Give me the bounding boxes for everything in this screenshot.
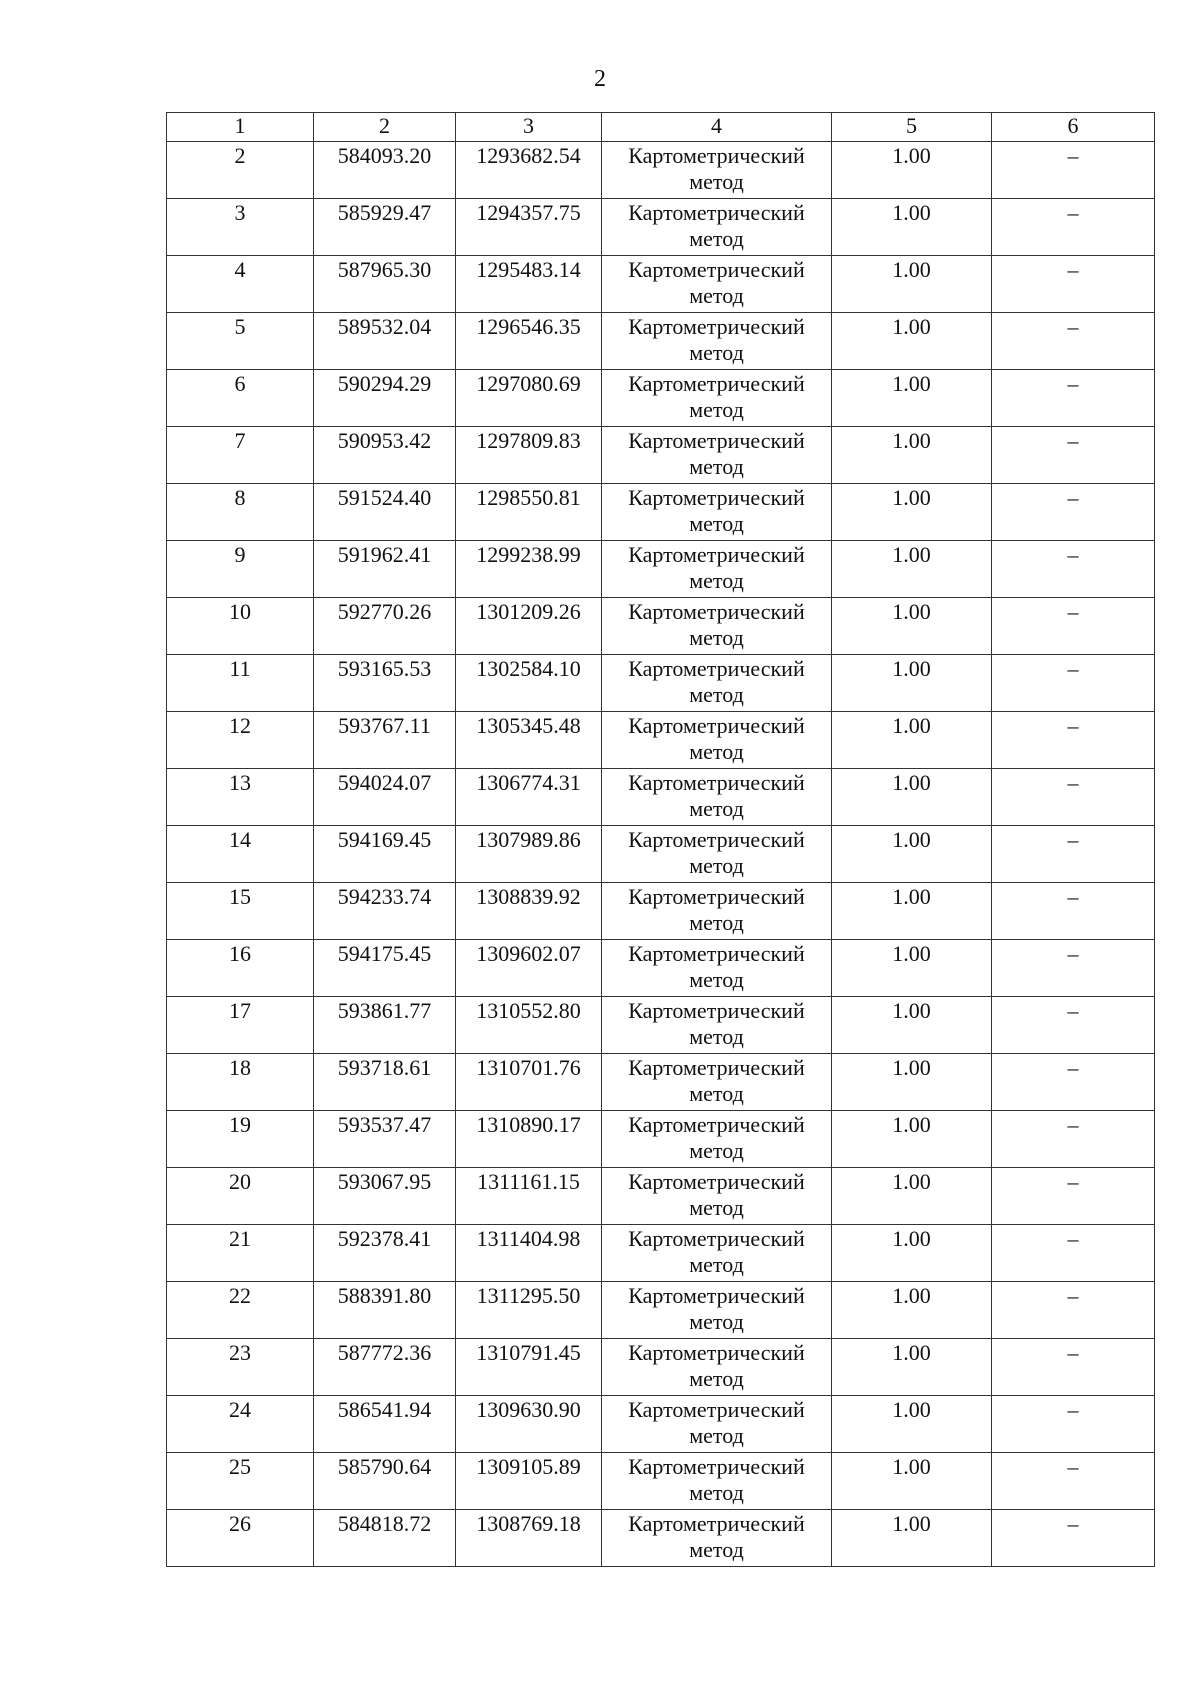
accuracy-cell: 1.00	[832, 370, 992, 427]
point-number-cell: 19	[167, 1111, 314, 1168]
y-coordinate-cell: 1302584.10	[456, 655, 602, 712]
x-coordinate-cell: 587965.30	[314, 256, 456, 313]
x-coordinate-cell: 593718.61	[314, 1054, 456, 1111]
method-cell: Картометрический метод	[602, 1396, 832, 1453]
method-cell: Картометрический метод	[602, 427, 832, 484]
accuracy-cell: 1.00	[832, 1111, 992, 1168]
accuracy-cell: 1.00	[832, 484, 992, 541]
note-cell: –	[992, 1453, 1155, 1510]
x-coordinate-cell: 593767.11	[314, 712, 456, 769]
accuracy-cell: 1.00	[832, 1054, 992, 1111]
table-row	[167, 940, 1155, 997]
x-coordinate-cell: 585790.64	[314, 1453, 456, 1510]
method-cell: Картометрический метод	[602, 940, 832, 997]
table-row	[167, 484, 1155, 541]
point-number-cell: 7	[167, 427, 314, 484]
x-coordinate-cell: 594169.45	[314, 826, 456, 883]
accuracy-cell: 1.00	[832, 199, 992, 256]
note-cell: –	[992, 940, 1155, 997]
y-coordinate-cell: 1297080.69	[456, 370, 602, 427]
method-cell: Картометрический метод	[602, 1168, 832, 1225]
y-coordinate-cell: 1310791.45	[456, 1339, 602, 1396]
table-row	[167, 997, 1155, 1054]
method-cell: Картометрический метод	[602, 826, 832, 883]
point-number-cell: 17	[167, 997, 314, 1054]
table-row	[167, 1282, 1155, 1339]
y-coordinate-cell: 1309105.89	[456, 1453, 602, 1510]
note-cell: –	[992, 1282, 1155, 1339]
table-header	[167, 113, 1155, 142]
accuracy-cell: 1.00	[832, 769, 992, 826]
method-cell: Картометрический метод	[602, 1054, 832, 1111]
point-number-cell: 14	[167, 826, 314, 883]
x-coordinate-cell: 588391.80	[314, 1282, 456, 1339]
note-cell: –	[992, 142, 1155, 199]
note-cell: –	[992, 199, 1155, 256]
note-cell: –	[992, 1168, 1155, 1225]
y-coordinate-cell: 1305345.48	[456, 712, 602, 769]
point-number-cell: 23	[167, 1339, 314, 1396]
accuracy-cell: 1.00	[832, 1225, 992, 1282]
accuracy-cell: 1.00	[832, 256, 992, 313]
table-row	[167, 313, 1155, 370]
table-row	[167, 256, 1155, 313]
point-number-cell: 4	[167, 256, 314, 313]
accuracy-cell: 1.00	[832, 142, 992, 199]
method-cell: Картометрический метод	[602, 712, 832, 769]
header-row	[167, 113, 1155, 142]
method-cell: Картометрический метод	[602, 1510, 832, 1567]
point-number-cell: 11	[167, 655, 314, 712]
note-cell: –	[992, 712, 1155, 769]
point-number-cell: 3	[167, 199, 314, 256]
y-coordinate-cell: 1307989.86	[456, 826, 602, 883]
table-row	[167, 883, 1155, 940]
method-cell: Картометрический метод	[602, 1339, 832, 1396]
x-coordinate-cell: 591962.41	[314, 541, 456, 598]
x-coordinate-cell: 592378.41	[314, 1225, 456, 1282]
note-cell: –	[992, 313, 1155, 370]
method-cell: Картометрический метод	[602, 1225, 832, 1282]
y-coordinate-cell: 1310890.17	[456, 1111, 602, 1168]
point-number-cell: 25	[167, 1453, 314, 1510]
note-cell: –	[992, 997, 1155, 1054]
method-cell: Картометрический метод	[602, 541, 832, 598]
note-cell: –	[992, 370, 1155, 427]
table-row	[167, 1054, 1155, 1111]
accuracy-cell: 1.00	[832, 826, 992, 883]
x-coordinate-cell: 584818.72	[314, 1510, 456, 1567]
y-coordinate-cell: 1311295.50	[456, 1282, 602, 1339]
point-number-cell: 6	[167, 370, 314, 427]
accuracy-cell: 1.00	[832, 997, 992, 1054]
note-cell: –	[992, 883, 1155, 940]
column-header: 5	[832, 113, 992, 142]
x-coordinate-cell: 593861.77	[314, 997, 456, 1054]
table-row	[167, 1453, 1155, 1510]
table-row	[167, 1339, 1155, 1396]
method-cell: Картометрический метод	[602, 883, 832, 940]
point-number-cell: 15	[167, 883, 314, 940]
table-row	[167, 598, 1155, 655]
x-coordinate-cell: 590294.29	[314, 370, 456, 427]
method-cell: Картометрический метод	[602, 256, 832, 313]
point-number-cell: 2	[167, 142, 314, 199]
note-cell: –	[992, 826, 1155, 883]
accuracy-cell: 1.00	[832, 1396, 992, 1453]
note-cell: –	[992, 1510, 1155, 1567]
point-number-cell: 18	[167, 1054, 314, 1111]
y-coordinate-cell: 1297809.83	[456, 427, 602, 484]
y-coordinate-cell: 1299238.99	[456, 541, 602, 598]
table-row	[167, 142, 1155, 199]
x-coordinate-cell: 590953.42	[314, 427, 456, 484]
table-row	[167, 712, 1155, 769]
table-row	[167, 199, 1155, 256]
x-coordinate-cell: 594233.74	[314, 883, 456, 940]
page-number: 2	[594, 66, 606, 92]
point-number-cell: 12	[167, 712, 314, 769]
accuracy-cell: 1.00	[832, 1453, 992, 1510]
y-coordinate-cell: 1294357.75	[456, 199, 602, 256]
y-coordinate-cell: 1308769.18	[456, 1510, 602, 1567]
accuracy-cell: 1.00	[832, 1339, 992, 1396]
method-cell: Картометрический метод	[602, 769, 832, 826]
method-cell: Картометрический метод	[602, 142, 832, 199]
note-cell: –	[992, 769, 1155, 826]
x-coordinate-cell: 587772.36	[314, 1339, 456, 1396]
table-row	[167, 1396, 1155, 1453]
x-coordinate-cell: 593537.47	[314, 1111, 456, 1168]
table-row	[167, 1168, 1155, 1225]
y-coordinate-cell: 1306774.31	[456, 769, 602, 826]
y-coordinate-cell: 1311161.15	[456, 1168, 602, 1225]
accuracy-cell: 1.00	[832, 940, 992, 997]
point-number-cell: 26	[167, 1510, 314, 1567]
y-coordinate-cell: 1309602.07	[456, 940, 602, 997]
accuracy-cell: 1.00	[832, 712, 992, 769]
y-coordinate-cell: 1298550.81	[456, 484, 602, 541]
x-coordinate-cell: 591524.40	[314, 484, 456, 541]
note-cell: –	[992, 1111, 1155, 1168]
table-row	[167, 427, 1155, 484]
note-cell: –	[992, 256, 1155, 313]
y-coordinate-cell: 1309630.90	[456, 1396, 602, 1453]
x-coordinate-cell: 589532.04	[314, 313, 456, 370]
table-body	[167, 142, 1155, 1567]
point-number-cell: 21	[167, 1225, 314, 1282]
x-coordinate-cell: 592770.26	[314, 598, 456, 655]
accuracy-cell: 1.00	[832, 427, 992, 484]
column-header: 3	[456, 113, 602, 142]
method-cell: Картометрический метод	[602, 370, 832, 427]
table-row	[167, 370, 1155, 427]
method-cell: Картометрический метод	[602, 1111, 832, 1168]
coordinates-table	[166, 112, 1155, 1567]
y-coordinate-cell: 1296546.35	[456, 313, 602, 370]
accuracy-cell: 1.00	[832, 541, 992, 598]
y-coordinate-cell: 1310701.76	[456, 1054, 602, 1111]
point-number-cell: 13	[167, 769, 314, 826]
x-coordinate-cell: 586541.94	[314, 1396, 456, 1453]
method-cell: Картометрический метод	[602, 655, 832, 712]
note-cell: –	[992, 541, 1155, 598]
point-number-cell: 9	[167, 541, 314, 598]
note-cell: –	[992, 1396, 1155, 1453]
point-number-cell: 16	[167, 940, 314, 997]
method-cell: Картометрический метод	[602, 1282, 832, 1339]
accuracy-cell: 1.00	[832, 655, 992, 712]
note-cell: –	[992, 1225, 1155, 1282]
method-cell: Картометрический метод	[602, 997, 832, 1054]
point-number-cell: 10	[167, 598, 314, 655]
table-row	[167, 541, 1155, 598]
note-cell: –	[992, 484, 1155, 541]
table-row	[167, 1111, 1155, 1168]
table-row	[167, 1510, 1155, 1567]
accuracy-cell: 1.00	[832, 1510, 992, 1567]
column-header: 1	[167, 113, 314, 142]
table-row	[167, 769, 1155, 826]
x-coordinate-cell: 593067.95	[314, 1168, 456, 1225]
accuracy-cell: 1.00	[832, 1282, 992, 1339]
x-coordinate-cell: 594175.45	[314, 940, 456, 997]
x-coordinate-cell: 584093.20	[314, 142, 456, 199]
x-coordinate-cell: 593165.53	[314, 655, 456, 712]
note-cell: –	[992, 655, 1155, 712]
y-coordinate-cell: 1311404.98	[456, 1225, 602, 1282]
note-cell: –	[992, 598, 1155, 655]
x-coordinate-cell: 594024.07	[314, 769, 456, 826]
point-number-cell: 20	[167, 1168, 314, 1225]
point-number-cell: 22	[167, 1282, 314, 1339]
accuracy-cell: 1.00	[832, 883, 992, 940]
table-row	[167, 655, 1155, 712]
accuracy-cell: 1.00	[832, 1168, 992, 1225]
y-coordinate-cell: 1293682.54	[456, 142, 602, 199]
method-cell: Картометрический метод	[602, 484, 832, 541]
y-coordinate-cell: 1301209.26	[456, 598, 602, 655]
accuracy-cell: 1.00	[832, 313, 992, 370]
y-coordinate-cell: 1295483.14	[456, 256, 602, 313]
method-cell: Картометрический метод	[602, 598, 832, 655]
point-number-cell: 5	[167, 313, 314, 370]
note-cell: –	[992, 1054, 1155, 1111]
point-number-cell: 8	[167, 484, 314, 541]
column-header: 2	[314, 113, 456, 142]
note-cell: –	[992, 427, 1155, 484]
table-row	[167, 1225, 1155, 1282]
table-row	[167, 826, 1155, 883]
column-header: 6	[992, 113, 1155, 142]
column-header: 4	[602, 113, 832, 142]
method-cell: Картометрический метод	[602, 313, 832, 370]
y-coordinate-cell: 1308839.92	[456, 883, 602, 940]
point-number-cell: 24	[167, 1396, 314, 1453]
x-coordinate-cell: 585929.47	[314, 199, 456, 256]
accuracy-cell: 1.00	[832, 598, 992, 655]
note-cell: –	[992, 1339, 1155, 1396]
method-cell: Картометрический метод	[602, 199, 832, 256]
y-coordinate-cell: 1310552.80	[456, 997, 602, 1054]
method-cell: Картометрический метод	[602, 1453, 832, 1510]
